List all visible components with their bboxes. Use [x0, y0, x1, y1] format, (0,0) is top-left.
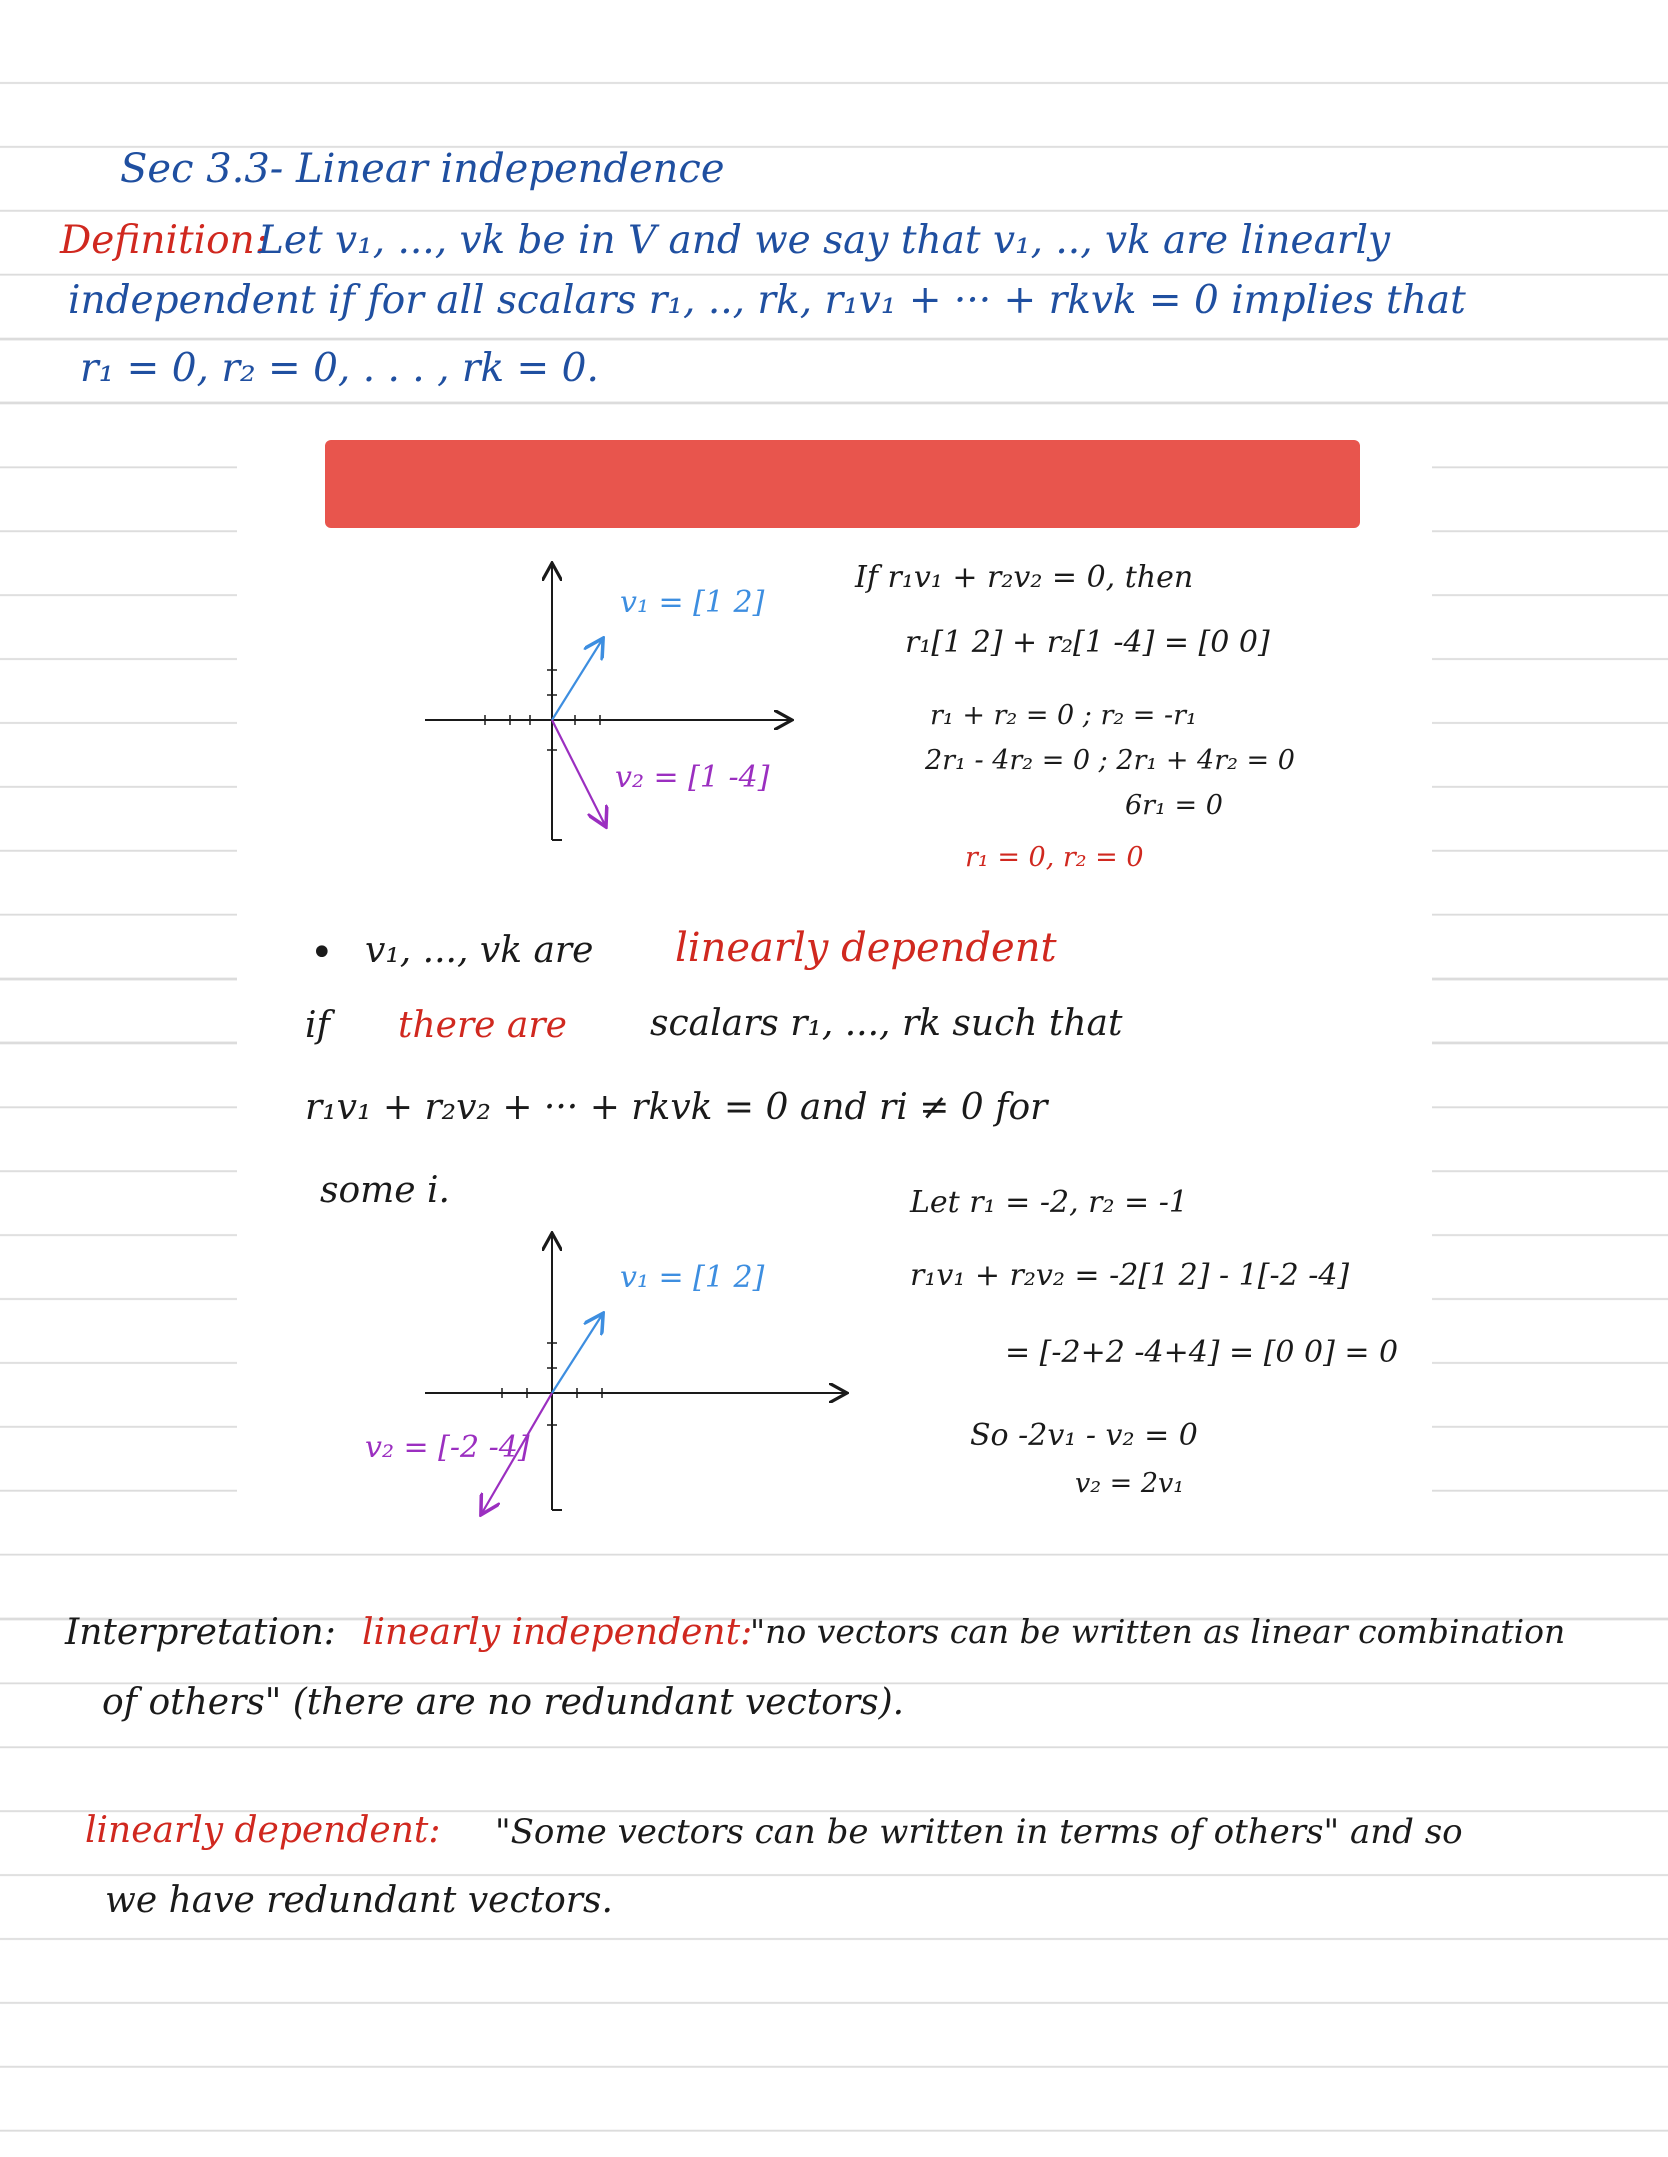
vector-v1-arrow [552, 640, 602, 720]
interpretation-text-2: of others" (there are no redundant vectors). [102, 1682, 905, 1723]
example2-v2-label: v₂ = [-2 -4] [365, 1430, 530, 1465]
dependence-line-2: scalars r₁, ..., rk such that [650, 1003, 1123, 1044]
example1-line-2: r₁[1 2] + r₂[1 -4] = [0 0] [905, 625, 1270, 660]
example1-line-3: r₁ + r₂ = 0 ; r₂ = -r₁ [930, 700, 1197, 731]
definition-line-2: independent if for all scalars r₁, .., rk, r₁v₁ + ··· + rkvk = 0 implies that [68, 278, 1466, 323]
definition-line-3: r₁ = 0, r₂ = 0, . . . , rk = 0. [80, 346, 599, 391]
example2-line-4: So -2v₁ - v₂ = 0 [970, 1418, 1198, 1453]
dependence-there-are: there are [398, 1005, 567, 1046]
definition-line-1: Let v₁, ..., vk be in V and we say that v₁, .., vk are linearly [258, 218, 1390, 263]
dependence-bullet: • [310, 930, 334, 976]
dependence-if: if [305, 1005, 330, 1046]
page-title: Sec 3.3- Linear independence [120, 146, 725, 192]
example1-line-4: 2r₁ - 4r₂ = 0 ; 2r₁ + 4r₂ = 0 [925, 745, 1295, 776]
redaction-bar [325, 440, 1360, 528]
dependence-line-1: v₁, ..., vk are [365, 930, 594, 971]
example1-result: r₁ = 0, r₂ = 0 [965, 842, 1144, 873]
dependent-term: linearly dependent: [85, 1810, 441, 1851]
interpretation-term: linearly independent: [362, 1612, 753, 1653]
dependence-line-3: r₁v₁ + r₂v₂ + ··· + rkvk = 0 and ri ≠ 0 for [305, 1087, 1048, 1128]
vector-v1-arrow [552, 1315, 602, 1393]
interpretation-label: Interpretation: [65, 1612, 336, 1653]
example2-v1-label: v₁ = [1 2] [620, 1260, 765, 1295]
example2-line-3: = [-2+2 -4+4] = [0 0] = 0 [1005, 1335, 1399, 1370]
example2-line-1: Let r₁ = -2, r₂ = -1 [910, 1185, 1188, 1220]
example1-v2-label: v₂ = [1 -4] [615, 760, 770, 795]
example2-line-5: v₂ = 2v₁ [1075, 1468, 1185, 1499]
example1-v1-label: v₁ = [1 2] [620, 585, 765, 620]
dependence-highlight: linearly dependent [675, 925, 1057, 971]
example1-line-5: 6r₁ = 0 [1125, 790, 1223, 821]
dependent-text-2: we have redundant vectors. [105, 1880, 613, 1921]
example2-line-2: r₁v₁ + r₂v₂ = -2[1 2] - 1[-2 -4] [910, 1258, 1350, 1293]
example1-line-1: If r₁v₁ + r₂v₂ = 0, then [855, 560, 1194, 595]
definition-label: Definition: [60, 218, 268, 263]
dependent-text-1: "Some vectors can be written in terms of others" and so [495, 1812, 1463, 1852]
vector-v2-arrow [552, 720, 605, 825]
interpretation-text-1: "no vectors can be written as linear combination [750, 1612, 1566, 1651]
dependence-line-4: some i. [320, 1170, 450, 1211]
